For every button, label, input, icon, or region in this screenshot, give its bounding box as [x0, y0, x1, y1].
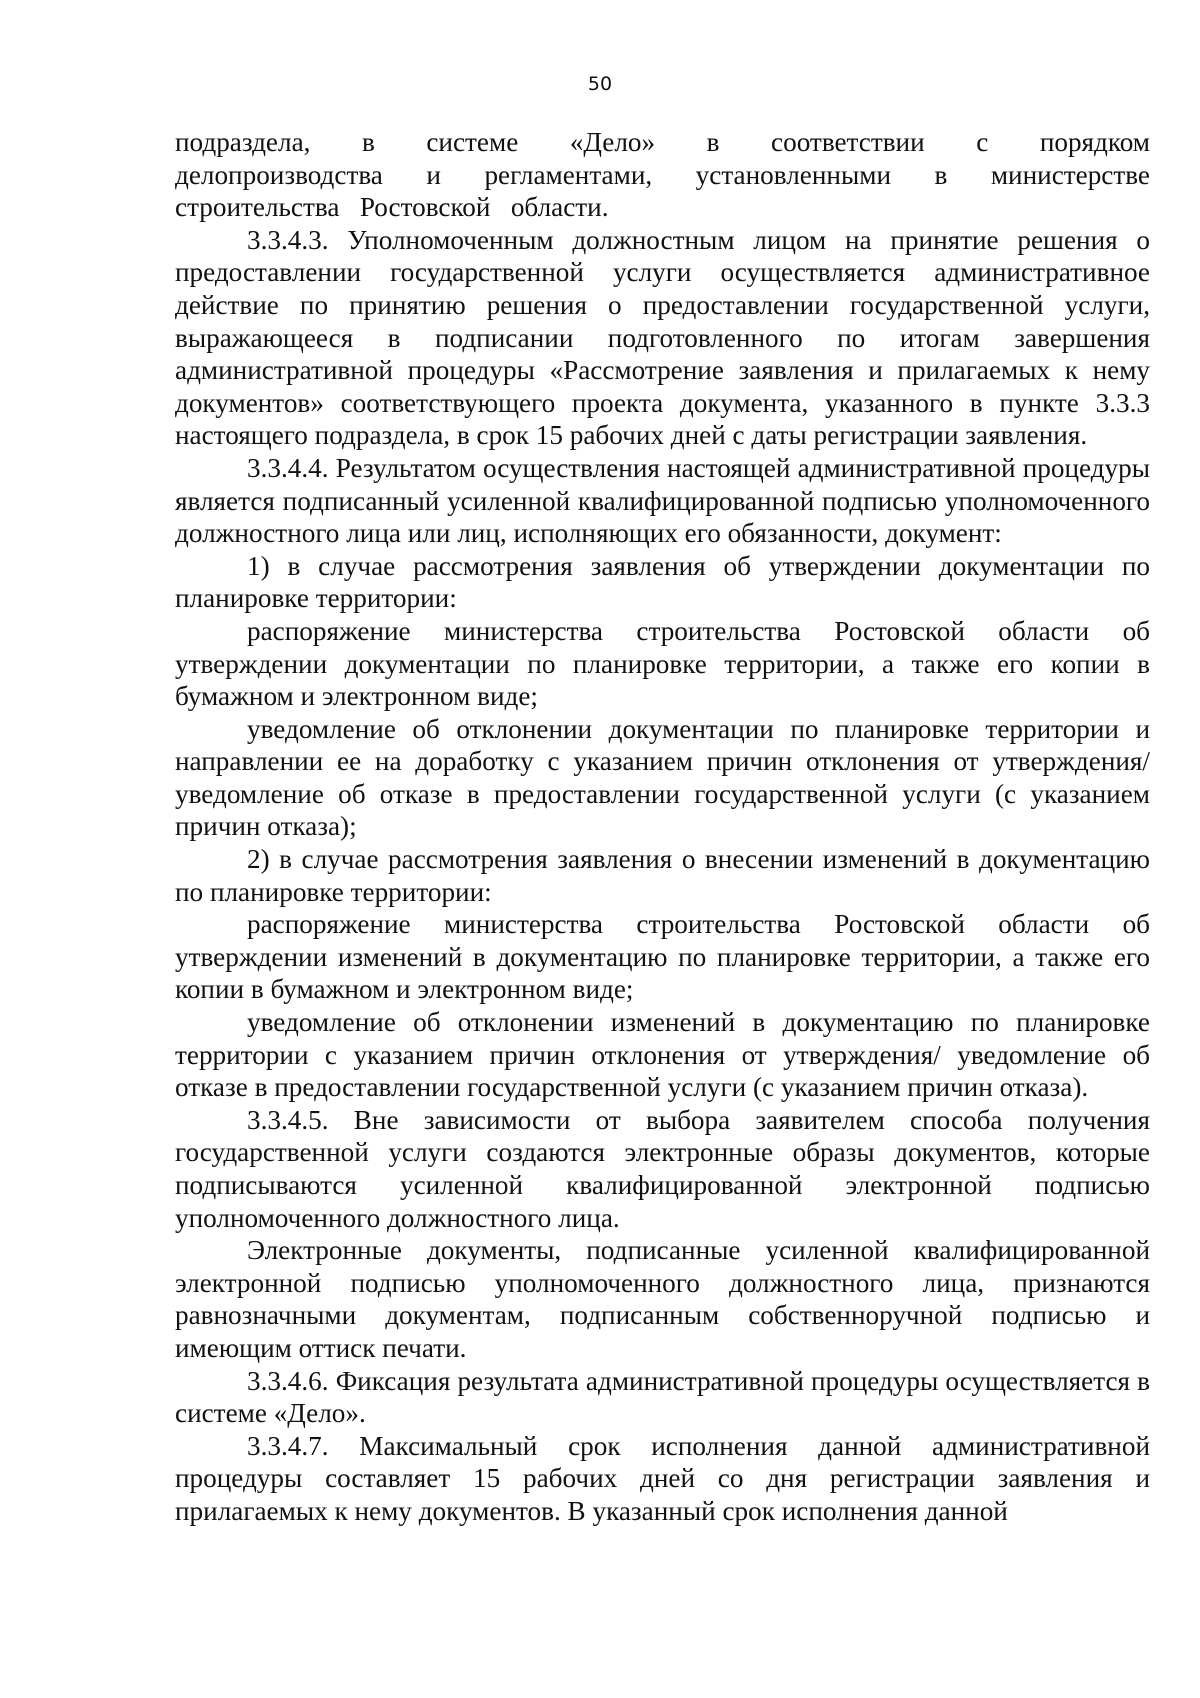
paragraph-3-3-4-4: 3.3.4.4. Результатом осуществления настоящей административной процедуры является подписанный усиленной квалифицированной подписью уполномоченного должностного лица или лиц, исполняющих его обязанности, документ: [175, 452, 1150, 549]
paragraph-3-3-4-5: 3.3.4.5. Вне зависимости от выбора заявителем способа получения государственной услуги создаются электронные образы документов, которые подписываются усиленной квалифицированной электронной подписью уполномоченного должностного лица. [175, 1104, 1150, 1233]
page-number: 50 [587, 73, 613, 95]
paragraph-continuation: подраздела, в системе «Дело» в соответствии с порядком делопроизводства и регламентами, установленными в министерстве строительства Ростовской области. [175, 127, 1150, 223]
paragraph-electronic-documents: Электронные документы, подписанные усиленной квалифицированной электронной подписью уполномоченного должностного лица, признаются равнозначными документам, подписанным собственноручной подписью и имеющим оттиск печати. [175, 1235, 1150, 1363]
paragraph-3-3-4-7: 3.3.4.7. Максимальный срок исполнения данной административной процедуры составляет 15 рабочих дней со дня регистрации заявления и прилагаемых к нему документов. В указанный срок исполнения данной [175, 1430, 1150, 1526]
document-body [175, 126, 1150, 1528]
list-item-2-order: распоряжение министерства строительства Ростовской области об утверждении изменений в документацию по планировке территории, а также его копии в бумажном и электронном виде; [175, 909, 1150, 1005]
list-item-2-notice: уведомление об отклонении изменений в документацию по планировке территории с указанием причин отклонения от утверждения/ уведомление об отказе в предоставлении государственной услуги (с указанием причин отказа). [175, 1007, 1150, 1103]
list-item-2: 2) в случае рассмотрения заявления о внесении изменений в документацию по планировке территории: [175, 844, 1150, 907]
list-item-1: 1) в случае рассмотрения заявления об утверждении документации по планировке территории: [175, 550, 1150, 614]
list-item-1-notice: уведомление об отклонении документации по планировке территории и направлении ее на доработку с указанием причин отклонения от утверждения/уведомление об отказе в предоставлении государственной услуги (с указанием причин отказа); [175, 713, 1150, 842]
paragraph-3-3-4-6: 3.3.4.6. Фиксация результата административной процедуры осуществляется в системе «Дело». [175, 1365, 1150, 1429]
list-item-1-order: распоряжение министерства строительства Ростовской области об утверждении документации по планировке территории, а также его копии в бумажном и электронном виде; [175, 615, 1150, 712]
paragraph-3-3-4-3: 3.3.4.3. Уполномоченным должностным лицом на принятие решения о предоставлении государственной услуги осуществляется административное действие по принятию решения о предоставлении государственной услуги, выражающееся в подписании подготовленного по итогам завершения административной процедуры «Рассмотрение заявления и прилагаемых к нему документов» соответствующего проекта документа, указанного в пункте 3.3.3 настоящего подраздела, в срок 15 рабочих дней с даты регистрации заявления. [175, 224, 1150, 451]
